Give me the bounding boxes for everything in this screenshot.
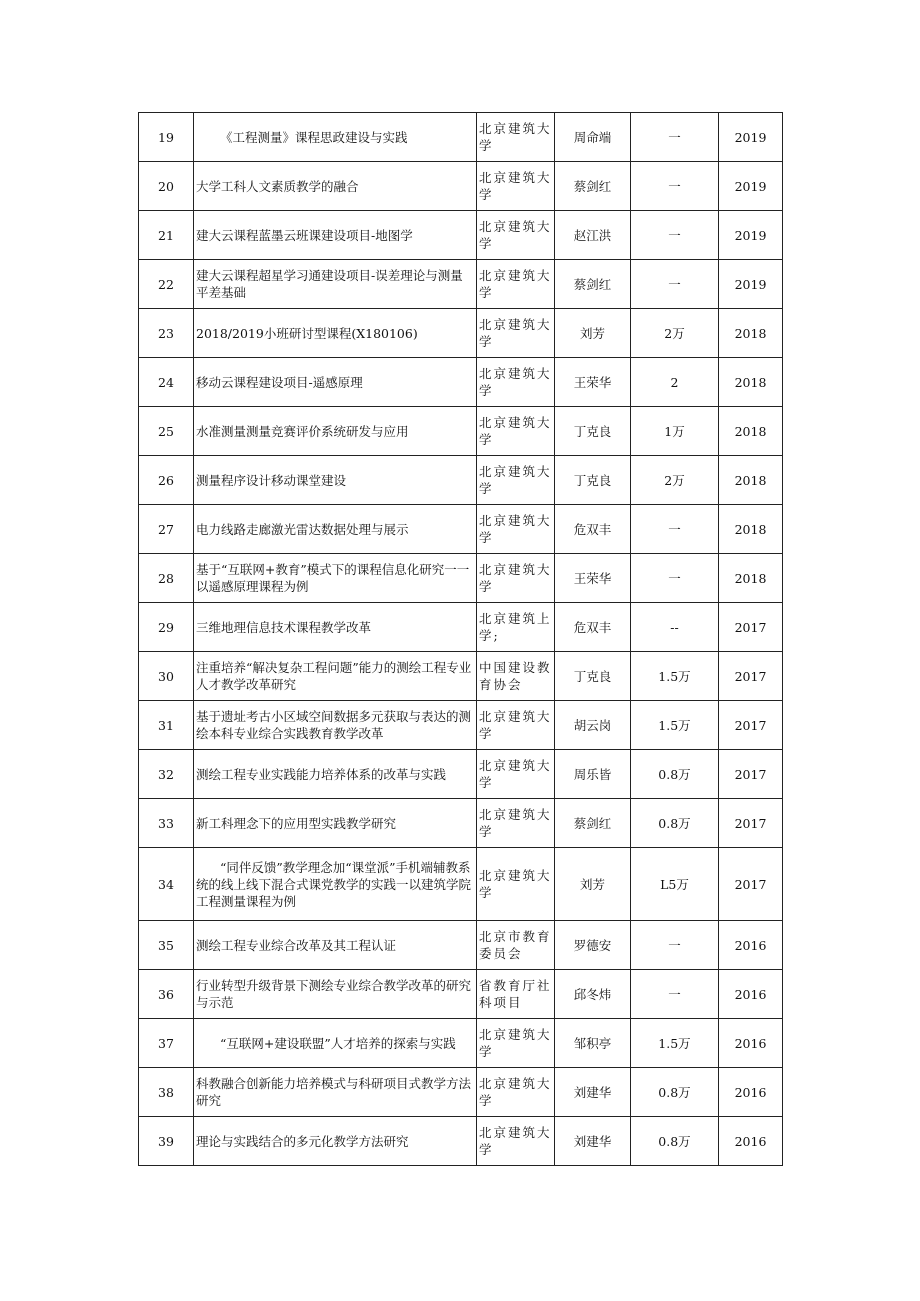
- project-funds: L5万: [631, 848, 719, 921]
- project-funds: 一: [631, 162, 719, 211]
- project-year: 2016: [719, 1019, 783, 1068]
- table-row: [139, 652, 783, 701]
- project-organization: 北京建筑大学: [477, 750, 555, 799]
- project-year: 2017: [719, 799, 783, 848]
- row-number: 32: [139, 750, 194, 799]
- project-funds: 1.5万: [631, 701, 719, 750]
- project-year: 2018: [719, 309, 783, 358]
- row-number: 36: [139, 970, 194, 1019]
- project-organization: 北京建筑大学: [477, 113, 555, 162]
- project-leader: 王荣华: [555, 554, 631, 603]
- project-year: 2016: [719, 970, 783, 1019]
- project-year: 2018: [719, 456, 783, 505]
- project-organization: 北京市教育委员会: [477, 921, 555, 970]
- project-title: 测量程序设计移动课堂建设: [194, 456, 477, 505]
- project-title: 理论与实践结合的多元化教学方法研究: [194, 1117, 477, 1166]
- project-funds: 一: [631, 921, 719, 970]
- project-organization: 北京建筑大学: [477, 799, 555, 848]
- project-year: 2019: [719, 260, 783, 309]
- table-row: [139, 113, 783, 162]
- project-funds: 0.8万: [631, 799, 719, 848]
- project-title: 大学工科人文素质教学的融合: [194, 162, 477, 211]
- project-funds: --: [631, 603, 719, 652]
- table-row: [139, 1068, 783, 1117]
- table-row: [139, 970, 783, 1019]
- project-funds: 0.8万: [631, 750, 719, 799]
- table-row: [139, 309, 783, 358]
- table-row: [139, 1117, 783, 1166]
- table-row: [139, 921, 783, 970]
- project-leader: 邹积亭: [555, 1019, 631, 1068]
- row-number: 31: [139, 701, 194, 750]
- project-title: 2018/2019小班研讨型课程(X180106): [194, 309, 477, 358]
- project-leader: 蔡剑红: [555, 260, 631, 309]
- row-number: 39: [139, 1117, 194, 1166]
- table-row: [139, 162, 783, 211]
- project-year: 2018: [719, 554, 783, 603]
- project-funds: 1.5万: [631, 652, 719, 701]
- project-year: 2018: [719, 407, 783, 456]
- project-leader: 蔡剑红: [555, 162, 631, 211]
- project-leader: 刘建华: [555, 1068, 631, 1117]
- project-title: 基于“互联网+教育”模式下的课程信息化研究一一以遥感原理课程为例: [194, 554, 477, 603]
- table-row: [139, 407, 783, 456]
- row-number: 19: [139, 113, 194, 162]
- project-leader: 刘芳: [555, 848, 631, 921]
- project-title: 基于遗址考古小区域空间数据多元获取与表达的测绘本科专业综合实践教育教学改革: [194, 701, 477, 750]
- table-row: [139, 456, 783, 505]
- project-year: 2016: [719, 1117, 783, 1166]
- project-funds: 一: [631, 260, 719, 309]
- project-funds: 0.8万: [631, 1117, 719, 1166]
- project-leader: 周命端: [555, 113, 631, 162]
- project-year: 2018: [719, 358, 783, 407]
- project-title: “同伴反馈”教学理念加“课堂派”手机端辅教系统的线上线下混合式课党教学的实践一以建筑学院工程测量课程为例: [194, 848, 477, 921]
- project-funds: 2万: [631, 309, 719, 358]
- project-title: 测绘工程专业实践能力培养体系的改革与实践: [194, 750, 477, 799]
- project-title: 新工科理念下的应用型实践教学研究: [194, 799, 477, 848]
- project-leader: 危双丰: [555, 603, 631, 652]
- project-organization: 北京建筑大学: [477, 554, 555, 603]
- project-title: 建大云课程超星学习通建设项目-误差理论与测量平差基础: [194, 260, 477, 309]
- project-funds: 一: [631, 505, 719, 554]
- table-row: [139, 701, 783, 750]
- project-organization: 省教育厅社科项目: [477, 970, 555, 1019]
- project-organization: 北京建筑大学: [477, 848, 555, 921]
- project-leader: 丁克良: [555, 456, 631, 505]
- project-organization: 北京建筑大学: [477, 211, 555, 260]
- project-title: 行业转型升级背景下测绘专业综合教学改革的研究与示范: [194, 970, 477, 1019]
- project-title: 三维地理信息技术课程教学改革: [194, 603, 477, 652]
- project-year: 2019: [719, 162, 783, 211]
- project-organization: 北京建筑上学;: [477, 603, 555, 652]
- row-number: 26: [139, 456, 194, 505]
- project-organization: 中国建设教育协会: [477, 652, 555, 701]
- project-year: 2016: [719, 921, 783, 970]
- project-year: 2017: [719, 603, 783, 652]
- project-leader: 危双丰: [555, 505, 631, 554]
- row-number: 20: [139, 162, 194, 211]
- project-organization: 北京建筑大学: [477, 162, 555, 211]
- row-number: 30: [139, 652, 194, 701]
- project-funds: 0.8万: [631, 1068, 719, 1117]
- table-row: [139, 1019, 783, 1068]
- project-year: 2017: [719, 652, 783, 701]
- project-year: 2018: [719, 505, 783, 554]
- project-organization: 北京建筑大学: [477, 407, 555, 456]
- project-year: 2019: [719, 113, 783, 162]
- row-number: 37: [139, 1019, 194, 1068]
- project-year: 2017: [719, 750, 783, 799]
- project-funds: 2万: [631, 456, 719, 505]
- table-row: [139, 750, 783, 799]
- project-organization: 北京建筑大学: [477, 1117, 555, 1166]
- table-row: [139, 554, 783, 603]
- project-leader: 刘芳: [555, 309, 631, 358]
- row-number: 21: [139, 211, 194, 260]
- table-row: [139, 211, 783, 260]
- table-row: [139, 603, 783, 652]
- project-funds: 一: [631, 211, 719, 260]
- project-organization: 北京建筑大学: [477, 1019, 555, 1068]
- project-leader: 胡云岗: [555, 701, 631, 750]
- table-row: [139, 358, 783, 407]
- project-year: 2017: [719, 701, 783, 750]
- row-number: 25: [139, 407, 194, 456]
- project-title: 测绘工程专业综合改革及其工程认证: [194, 921, 477, 970]
- project-title: 建大云课程蓝墨云班课建设项目-地图学: [194, 211, 477, 260]
- row-number: 35: [139, 921, 194, 970]
- project-year: 2017: [719, 848, 783, 921]
- project-leader: 刘建华: [555, 1117, 631, 1166]
- row-number: 28: [139, 554, 194, 603]
- project-leader: 蔡剑红: [555, 799, 631, 848]
- project-title: “互联网+建设联盟”人才培养的探索与实践: [194, 1019, 477, 1068]
- row-number: 22: [139, 260, 194, 309]
- project-funds: 一: [631, 554, 719, 603]
- project-leader: 罗德安: [555, 921, 631, 970]
- project-title: 注重培养“解决复杂工程问题”能力的测绘工程专业人才教学改革研究: [194, 652, 477, 701]
- project-funds: 一: [631, 970, 719, 1019]
- project-funds: 1万: [631, 407, 719, 456]
- project-leader: 丁克良: [555, 652, 631, 701]
- project-organization: 北京建筑大学: [477, 358, 555, 407]
- project-leader: 邱冬炜: [555, 970, 631, 1019]
- project-funds: 2: [631, 358, 719, 407]
- table-row: [139, 799, 783, 848]
- row-number: 38: [139, 1068, 194, 1117]
- row-number: 33: [139, 799, 194, 848]
- project-title: 科教融合创新能力培养模式与科研项目式教学方法研究: [194, 1068, 477, 1117]
- project-organization: 北京建筑大学: [477, 505, 555, 554]
- project-funds: 1.5万: [631, 1019, 719, 1068]
- project-organization: 北京建筑大学: [477, 1068, 555, 1117]
- project-title: 电力线路走廊激光雷达数据处理与展示: [194, 505, 477, 554]
- project-year: 2016: [719, 1068, 783, 1117]
- project-leader: 王荣华: [555, 358, 631, 407]
- row-number: 29: [139, 603, 194, 652]
- project-leader: 赵江洪: [555, 211, 631, 260]
- table-row: [139, 848, 783, 921]
- project-table: [138, 112, 783, 1166]
- row-number: 24: [139, 358, 194, 407]
- table-row: [139, 260, 783, 309]
- row-number: 34: [139, 848, 194, 921]
- project-leader: 丁克良: [555, 407, 631, 456]
- row-number: 23: [139, 309, 194, 358]
- project-organization: 北京建筑大学: [477, 701, 555, 750]
- project-organization: 北京建筑大学: [477, 260, 555, 309]
- project-organization: 北京建筑大学: [477, 309, 555, 358]
- project-organization: 北京建筑大学: [477, 456, 555, 505]
- table-row: [139, 505, 783, 554]
- project-title: 《工程测量》课程思政建设与实践: [194, 113, 477, 162]
- project-leader: 周乐皆: [555, 750, 631, 799]
- project-year: 2019: [719, 211, 783, 260]
- project-title: 水准测量测量竞赛评价系统研发与应用: [194, 407, 477, 456]
- row-number: 27: [139, 505, 194, 554]
- project-title: 移动云课程建设项目-遥感原理: [194, 358, 477, 407]
- project-funds: 一: [631, 113, 719, 162]
